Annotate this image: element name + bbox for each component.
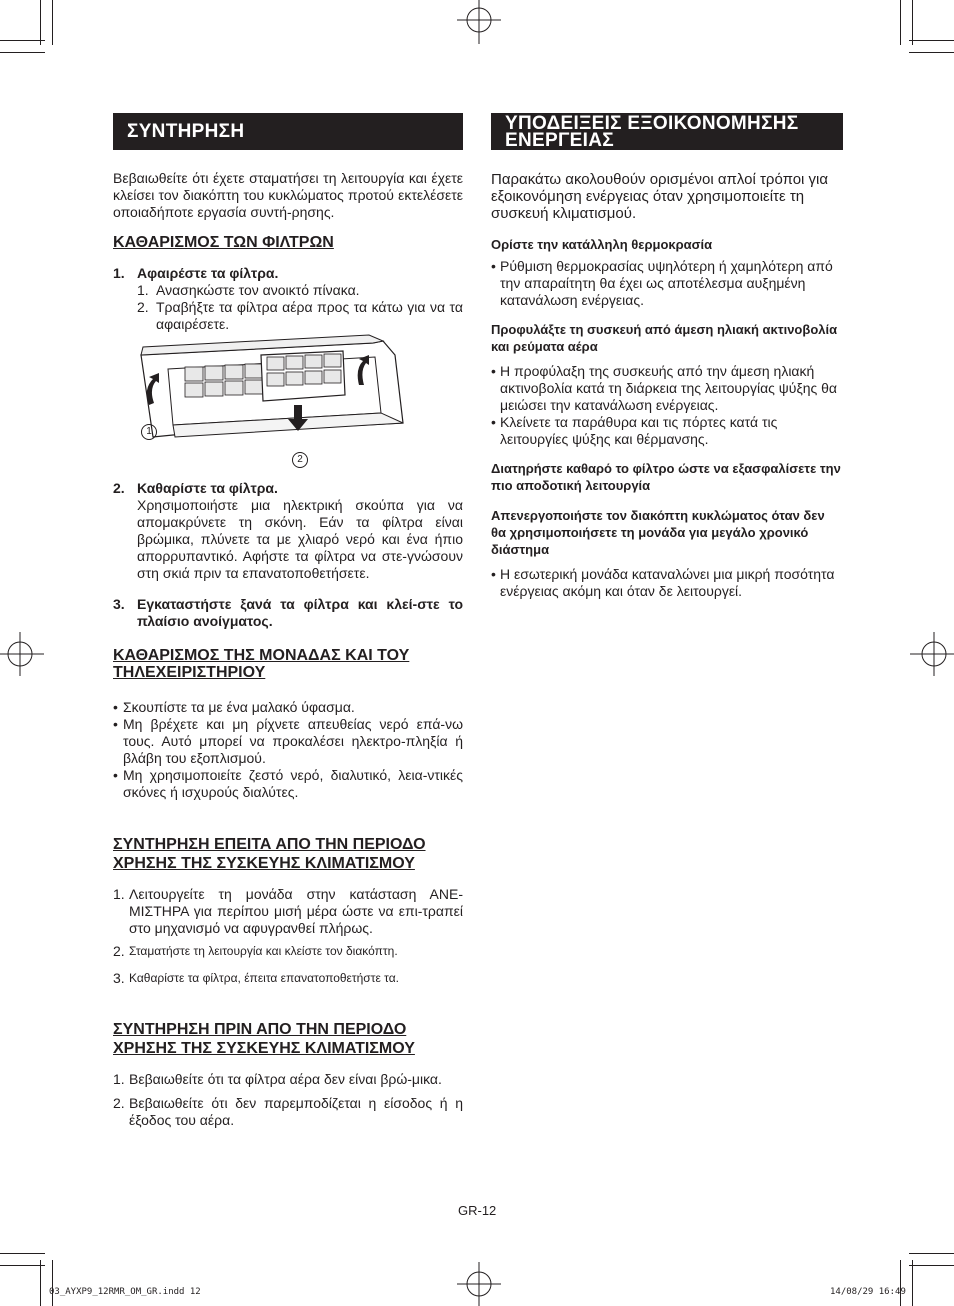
list-item <box>113 1095 463 1129</box>
step-2-body: Χρησιμοποιήστε μια ηλεκτρική σκούπα για να απομακρύνετε τη σκόνη. Εάν τα φίλτρα είναι βρώμικα, πλύνετε τα με χλιαρό νερό και ένα ήπιο απορρυπαντικό. Αφήστε τα φίλτρα να στε-γνώσουν στη σκιά πριν τα επανατοποθετήσετε. <box>137 497 463 581</box>
bullet: • <box>113 767 118 783</box>
energy-tips-title-line-2: ΕΝΕΡΓΕΙΑΣ <box>505 129 614 151</box>
tip-heading-filter: Διατηρήστε καθαρό το φίλτρο ώστε να εξασφαλίσετε την πιο αποδοτική λειτουργία <box>491 461 841 493</box>
energy-tips-banner <box>491 113 843 150</box>
item-text: Σκουπίστε τα με ένα μαλακό ύφασμα. <box>123 699 355 715</box>
sub-number: 2. <box>137 299 149 315</box>
after-season-heading-line-1: ΣΥΝΤΗΡΗΣΗ ΕΠΕΙΤΑ ΑΠΟ ΤΗΝ ΠΕΡΙΟΔΟ <box>113 836 426 853</box>
after-season-list <box>113 886 463 987</box>
unit-cleaning-heading-line-2: ΤΗΛΕΧΕΙΡΙΣΤΗΡΙΟΥ <box>113 664 266 681</box>
left-column <box>113 113 463 1129</box>
bullet: • <box>491 258 496 274</box>
bullet: • <box>113 699 118 715</box>
step-number: 2. <box>113 480 125 496</box>
tip-heading-temperature: Ορίστε την κατάλληλη θερμοκρασία <box>491 237 713 252</box>
list-item <box>491 566 843 600</box>
list-item <box>491 258 843 309</box>
item-text: Κλείνετε τα παράθυρα και τις πόρτες κατά τις λειτουργίες ψύξης και θέρμανσης. <box>500 414 778 447</box>
before-season-heading-line-1: ΣΥΝΤΗΡΗΣΗ ΠΡΙΝ ΑΠΟ ΤΗΝ ΠΕΡΙΟΔΟ <box>113 1021 407 1038</box>
registration-mark-top <box>455 0 503 44</box>
energy-intro: Παρακάτω ακολουθούν ορισμένοι απλοί τρόποι για εξοικονόμηση ενέργειας όταν χρησιμοποιείτε τη συσκευή κλιματισμού. <box>491 171 829 222</box>
item-text: Ρύθμιση θερμοκρασίας υψηλότερη ή χαμηλότερη από την απαραίτητη θα έχει ως αποτέλεσμα αυξημένη κατανάλωση ενέργειας. <box>500 258 833 308</box>
sub-text: Ανασηκώστε τον ανοικτό πίνακα. <box>156 282 360 298</box>
step-3-title <box>113 596 463 630</box>
footer-timestamp: 14/08/29 16:49 <box>830 1287 906 1297</box>
filter-removal-illustration <box>113 333 463 463</box>
list-item <box>113 943 463 960</box>
item-number: 1. <box>113 1071 125 1087</box>
tip-heading-sunlight: Προφυλάξτε τη συσκευή από άμεση ηλιακή ακτινοβολία και ρεύματα αέρα <box>491 322 838 354</box>
list-item <box>113 699 463 716</box>
maintenance-title: ΣΥΝΤΗΡΗΣΗ <box>127 120 245 142</box>
step-number: 3. <box>113 596 125 612</box>
item-text: Μη χρησιμοποιείτε ζεστό νερό, διαλυτικό, λεια-ντικές σκόνες ή ισχυρούς διαλύτες. <box>123 767 463 800</box>
unit-cleaning-heading-line-1: ΚΑΘΑΡΙΣΜΟΣ ΤΗΣ ΜΟΝΑΔΑΣ ΚΑΙ ΤΟΥ <box>113 647 410 664</box>
step-1-sub-2 <box>113 299 463 333</box>
sub-number: 1. <box>137 282 149 298</box>
step-number: 1. <box>113 265 125 281</box>
step-label: Καθαρίστε τα φίλτρα. <box>137 480 278 496</box>
list-item <box>113 970 463 987</box>
right-column <box>491 113 843 600</box>
list-item <box>491 414 843 448</box>
item-text: Η εσωτερική μονάδα καταναλώνει μια μικρή ποσότητα ενέργειας ακόμη και όταν δε λειτουργεί. <box>500 566 835 599</box>
list-item <box>113 886 463 937</box>
step-2-title <box>113 480 463 497</box>
list-item <box>113 1071 463 1088</box>
item-number: 3. <box>113 970 125 986</box>
item-number: 2. <box>113 943 125 959</box>
step-label: Εγκαταστήστε ξανά τα φίλτρα και κλεί-στε το πλαίσιο ανοίγματος. <box>137 596 463 629</box>
item-text: Λειτουργείτε τη μονάδα στην κατάσταση ΑΝΕ-ΜΙΣΤΗΡΑ για περίπου μισή μέρα ώστε να επι-τραπεί στο μηχανισμό να αφυγρανθεί πλήρως. <box>129 886 463 936</box>
item-text: Βεβαιωθείτε ότι δεν παρεμποδίζεται η είσοδος ή η έξοδος του αέρα. <box>129 1095 463 1128</box>
registration-mark-left <box>0 630 44 678</box>
callout-2: 2 <box>292 452 308 468</box>
step-label: Αφαιρέστε τα φίλτρα. <box>137 265 279 281</box>
step-1-sub-1 <box>113 282 463 299</box>
sub-text: Τραβήξτε τα φίλτρα αέρα προς τα κάτω για να τα αφαιρέσετε. <box>156 299 463 332</box>
filters-heading: ΚΑΘΑΡΙΣΜΟΣ ΤΩΝ ΦΙΛΤΡΩΝ <box>113 234 334 251</box>
page-number: GR-12 <box>458 1203 497 1218</box>
step-1-title <box>113 265 463 282</box>
maintenance-banner <box>113 113 463 150</box>
unit-cleaning-list <box>113 699 463 801</box>
item-number: 1. <box>113 886 125 902</box>
item-text: Καθαρίστε τα φίλτρα, έπειτα επανατοποθετήστε τα. <box>129 971 399 985</box>
list-item <box>491 363 843 414</box>
footer-file-name: 03_AYXP9_12RMR_OM_GR.indd 12 <box>49 1287 201 1297</box>
bullet: • <box>491 363 496 379</box>
list-item <box>113 716 463 767</box>
before-season-list <box>113 1071 463 1129</box>
maintenance-intro: Βεβαιωθείτε ότι έχετε σταματήσει τη λειτουργία και έχετε κλείσει τον διακόπτη του κυκλώματος προτού εκτελέσετε οποιαδήποτε εργασία συντή-ρησης. <box>113 170 463 220</box>
item-text: Η προφύλαξη της συσκευής από την άμεση ηλιακή ακτινοβολία κατά τη διάρκεια της λειτουργίας ψύξης θα μειώσει την κατανάλωση ενέργειας. <box>500 363 838 413</box>
registration-mark-bottom <box>455 1262 503 1306</box>
item-text: Σταματήστε τη λειτουργία και κλείστε τον διακόπτη. <box>129 944 398 958</box>
callout-1: 1 <box>141 424 157 440</box>
bullet: • <box>491 414 496 430</box>
item-number: 2. <box>113 1095 125 1111</box>
energy-tips-title-line-1: ΥΠΟΔΕΙΞΕΙΣ ΕΞΟΙΚΟΝΟΜΗΣΗΣ <box>505 112 799 134</box>
bullet: • <box>491 566 496 582</box>
list-item <box>113 767 463 801</box>
after-season-heading-line-2: ΧΡΗΣΗΣ ΤΗΣ ΣΥΣΚΕΥΗΣ ΚΛΙΜΑΤΙΣΜΟΥ <box>113 855 415 872</box>
tip-heading-breaker: Απενεργοποιήστε τον διακόπτη κυκλώματος όταν δεν θα χρησιμοποιήσετε τη μονάδα για μεγάλο χρονικό διάστημα <box>491 508 825 557</box>
registration-mark-right <box>910 630 954 678</box>
item-text: Μη βρέχετε και μη ρίχνετε απευθείας νερό επά-νω τους. Αυτό μπορεί να προκαλέσει ηλεκτρο-πληξία ή βλάβη του εξοπλισμού. <box>123 716 463 766</box>
item-text: Βεβαιωθείτε ότι τα φίλτρα αέρα δεν είναι βρώ-μικα. <box>129 1071 442 1087</box>
bullet: • <box>113 716 118 732</box>
before-season-heading-line-2: ΧΡΗΣΗΣ ΤΗΣ ΣΥΣΚΕΥΗΣ ΚΛΙΜΑΤΙΣΜΟΥ <box>113 1040 415 1057</box>
